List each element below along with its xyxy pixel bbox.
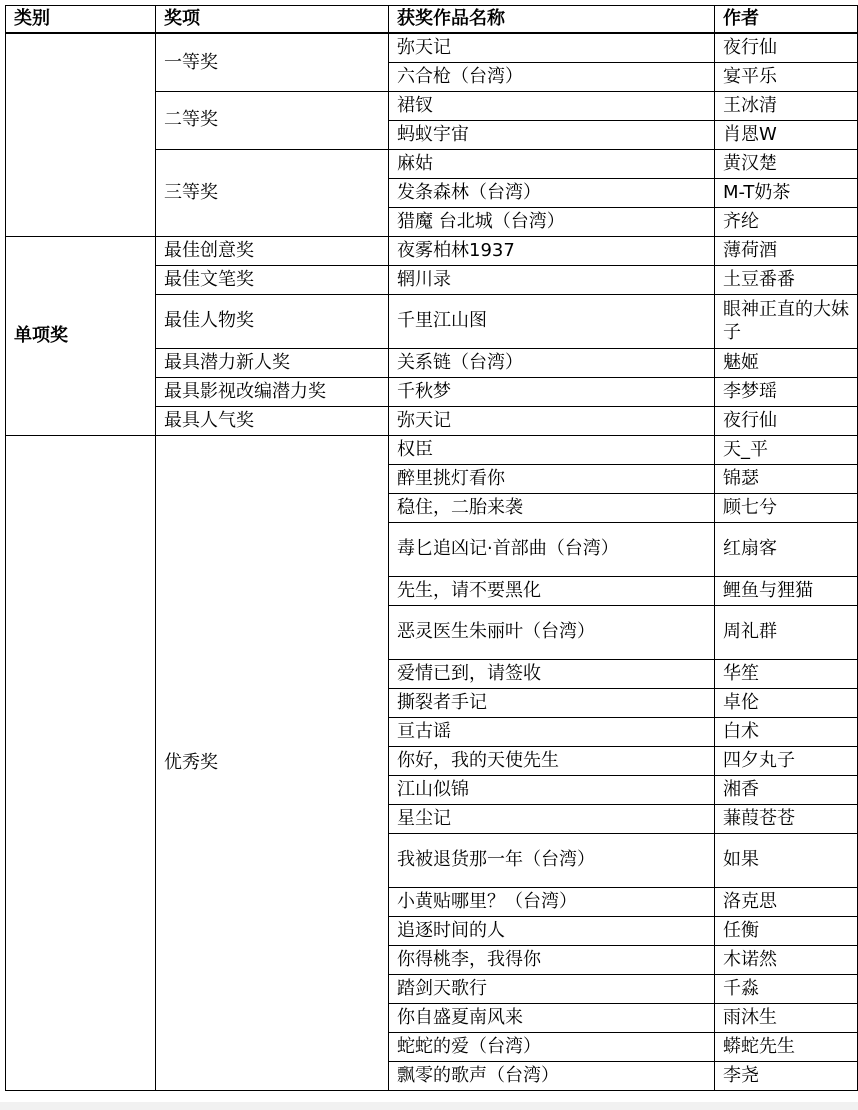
- work-cell: 先生，请不要黑化: [389, 576, 715, 605]
- tier-second: 二等奖: [156, 91, 389, 149]
- work-cell: 发条森林（台湾）: [389, 178, 715, 207]
- award-cell: 最佳人物奖: [156, 294, 389, 348]
- author-cell: 雨沐生: [715, 1003, 858, 1032]
- category-cell-tiered: [6, 33, 156, 236]
- work-cell: 毒匕追凶记·首部曲（台湾）: [389, 522, 715, 576]
- award-cell: 最佳文笔奖: [156, 265, 389, 294]
- work-cell: 爱情已到，请签收: [389, 659, 715, 688]
- author-cell: 任衡: [715, 916, 858, 945]
- author-cell: 白术: [715, 717, 858, 746]
- author-cell: 鲤鱼与狸猫: [715, 576, 858, 605]
- work-cell: 夜雾柏林1937: [389, 236, 715, 265]
- header-row: [6, 6, 858, 34]
- award-cell: 最具潜力新人奖: [156, 348, 389, 377]
- work-cell: 猎魔 台北城（台湾）: [389, 207, 715, 236]
- work-cell: 撕裂者手记: [389, 688, 715, 717]
- work-cell: 麻姑: [389, 149, 715, 178]
- work-cell: 踏剑天歌行: [389, 974, 715, 1003]
- author-cell: 千淼: [715, 974, 858, 1003]
- header-award: 奖项: [156, 6, 389, 34]
- author-cell: 四夕丸子: [715, 746, 858, 775]
- work-cell: 你好，我的天使先生: [389, 746, 715, 775]
- awards-page: [5, 5, 858, 1091]
- award-cell: 最具人气奖: [156, 406, 389, 435]
- work-cell: 恶灵医生朱丽叶（台湾）: [389, 605, 715, 659]
- awards-table: [5, 5, 858, 1091]
- author-cell: 王冰清: [715, 91, 858, 120]
- work-cell: 弥天记: [389, 406, 715, 435]
- author-cell: 眼神正直的大妹子: [715, 294, 858, 348]
- header-work: 获奖作品名称: [389, 6, 715, 34]
- work-cell: 你自盛夏南风来: [389, 1003, 715, 1032]
- author-cell: 华笙: [715, 659, 858, 688]
- author-cell: 木诺然: [715, 945, 858, 974]
- work-cell: 千秋梦: [389, 377, 715, 406]
- author-cell: 红扇客: [715, 522, 858, 576]
- author-cell: 锦瑟: [715, 464, 858, 493]
- author-cell: 顾七兮: [715, 493, 858, 522]
- award-cell: 最佳创意奖: [156, 236, 389, 265]
- author-cell: 如果: [715, 833, 858, 887]
- work-cell: 蛇蛇的爱（台湾）: [389, 1032, 715, 1061]
- work-cell: 辋川录: [389, 265, 715, 294]
- table-row: [6, 33, 858, 62]
- work-cell: 六合枪（台湾）: [389, 62, 715, 91]
- work-cell: 稳住，二胎来袭: [389, 493, 715, 522]
- author-cell: 卓伦: [715, 688, 858, 717]
- work-cell: 蚂蚁宇宙: [389, 120, 715, 149]
- work-cell: 追逐时间的人: [389, 916, 715, 945]
- category-cell-single: 单项奖: [6, 236, 156, 435]
- work-cell: 醉里挑灯看你: [389, 464, 715, 493]
- author-cell: 齐纶: [715, 207, 858, 236]
- tier-excellent: 优秀奖: [156, 435, 389, 1090]
- author-cell: 宴平乐: [715, 62, 858, 91]
- author-cell: 蒹葭苍苍: [715, 804, 858, 833]
- award-cell: 最具影视改编潜力奖: [156, 377, 389, 406]
- tier-third: 三等奖: [156, 149, 389, 236]
- author-cell: 土豆番番: [715, 265, 858, 294]
- work-cell: 江山似锦: [389, 775, 715, 804]
- author-cell: 黄汉楚: [715, 149, 858, 178]
- author-cell: 洛克思: [715, 887, 858, 916]
- author-cell: 周礼群: [715, 605, 858, 659]
- author-cell: 天_平: [715, 435, 858, 464]
- work-cell: 裙钗: [389, 91, 715, 120]
- author-cell: 夜行仙: [715, 33, 858, 62]
- bottom-strip: [0, 1102, 858, 1110]
- category-cell-excellent: [6, 435, 156, 1090]
- work-cell: 你得桃李，我得你: [389, 945, 715, 974]
- author-cell: 蟒蛇先生: [715, 1032, 858, 1061]
- work-cell: 关系链（台湾）: [389, 348, 715, 377]
- work-cell: 弥天记: [389, 33, 715, 62]
- header-author: 作者: [715, 6, 858, 34]
- work-cell: 飘零的歌声（台湾）: [389, 1061, 715, 1090]
- author-cell: 湘香: [715, 775, 858, 804]
- author-cell: 夜行仙: [715, 406, 858, 435]
- author-cell: 薄荷酒: [715, 236, 858, 265]
- header-category: 类别: [6, 6, 156, 34]
- author-cell: 李梦瑶: [715, 377, 858, 406]
- work-cell: 千里江山图: [389, 294, 715, 348]
- author-cell: 肖恩W: [715, 120, 858, 149]
- table-row: [6, 435, 858, 464]
- work-cell: 小黄贴哪里？（台湾）: [389, 887, 715, 916]
- author-cell: 李尧: [715, 1061, 858, 1090]
- work-cell: 亘古谣: [389, 717, 715, 746]
- work-cell: 我被退货那一年（台湾）: [389, 833, 715, 887]
- work-cell: 星尘记: [389, 804, 715, 833]
- tier-first: 一等奖: [156, 33, 389, 91]
- table-row: [6, 236, 858, 265]
- work-cell: 权臣: [389, 435, 715, 464]
- author-cell: M-T奶茶: [715, 178, 858, 207]
- author-cell: 魅姬: [715, 348, 858, 377]
